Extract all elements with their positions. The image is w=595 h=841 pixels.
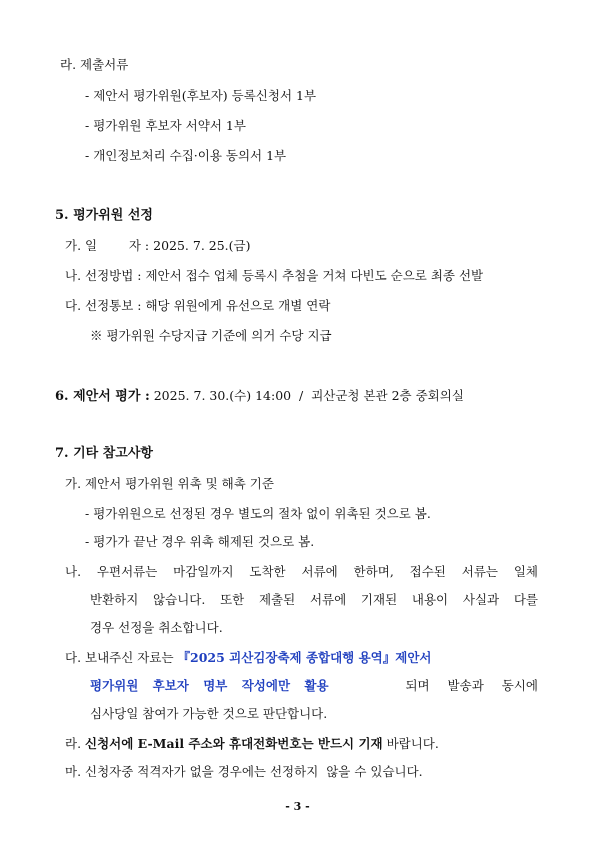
section-7-ra — [65, 736, 439, 752]
list-item: - 평가위원 후보자 서약서 1부 — [85, 118, 246, 133]
project-title-highlight: 『2025 괴산김장축제 종합대행 용역』 — [177, 650, 396, 665]
section-5-notice: 다. 선정통보 : 해당 위원에게 유선으로 개별 연락 — [65, 298, 331, 313]
list-item: - 제안서 평가위원(후보자) 등록신청서 1부 — [85, 88, 317, 103]
section-6-text: 2025. 7. 30.(수) 14:00 / 괴산군청 본관 2층 중회의실 — [153, 388, 464, 403]
ra-prefix: 라. — [65, 736, 86, 751]
usage-highlight: 평가위원 후보자 명부 작성에만 활용 — [90, 678, 329, 693]
ra-suffix: 바랍니다. — [382, 736, 439, 751]
section-7-ga-item: - 평가가 끝난 경우 위촉 해제된 것으로 봄. — [85, 534, 315, 549]
ra-bold-text: 신청서에 E-Mail 주소와 휴대전화번호는 반드시 기재 — [85, 736, 383, 751]
section-6-line — [55, 388, 464, 405]
section-5-note: ※ 평가위원 수당지급 기준에 의거 수당 지급 — [90, 328, 332, 343]
da-text: 되며 발송과 동시에 — [405, 678, 538, 693]
section-7-ma: 마. 신청자중 적격자가 없을 경우에는 선정하지 않을 수 있습니다. — [65, 764, 423, 779]
section-7-da-line2 — [90, 678, 538, 694]
section-7-na-line3: 경우 선정을 취소합니다. — [90, 620, 223, 635]
section-7-na-line2: 반환하지 않습니다. 또한 제출된 서류에 기재된 내용이 사실과 다를 — [90, 592, 538, 607]
page-number: - 3 - — [285, 800, 310, 813]
section-ra-title: 라. 제출서류 — [60, 57, 129, 72]
section-5-method: 나. 선정방법 : 제안서 접수 업체 등록시 추첨을 거쳐 다빈도 순으로 최종 선발 — [65, 268, 484, 283]
da-text-suffix: 제안서 — [395, 650, 432, 665]
section-6-heading: 6. 제안서 평가 : — [55, 389, 150, 404]
section-7-na-line1: 나. 우편서류는 마감일까지 도착한 서류에 한하며, 접수된 서류는 일체 — [65, 564, 538, 579]
section-7-heading: 7. 기타 참고사항 — [55, 446, 153, 461]
da-text: 다. 보내주신 자료는 — [65, 650, 178, 665]
section-5-heading: 5. 평가위원 선정 — [55, 208, 153, 223]
list-item: - 개인정보처리 수집·이용 동의서 1부 — [85, 148, 287, 163]
section-7-da-line1 — [65, 650, 431, 666]
section-7-ga: 가. 제안서 평가위원 위촉 및 해촉 기준 — [65, 476, 274, 491]
section-5-date: 가. 일 자 : 2025. 7. 25.(금) — [65, 238, 251, 253]
section-7-ga-item: - 평가위원으로 선정된 경우 별도의 절차 없이 위촉된 것으로 봄. — [85, 506, 431, 521]
section-7-da-line3: 심사당일 참여가 가능한 것으로 판단합니다. — [90, 706, 328, 721]
